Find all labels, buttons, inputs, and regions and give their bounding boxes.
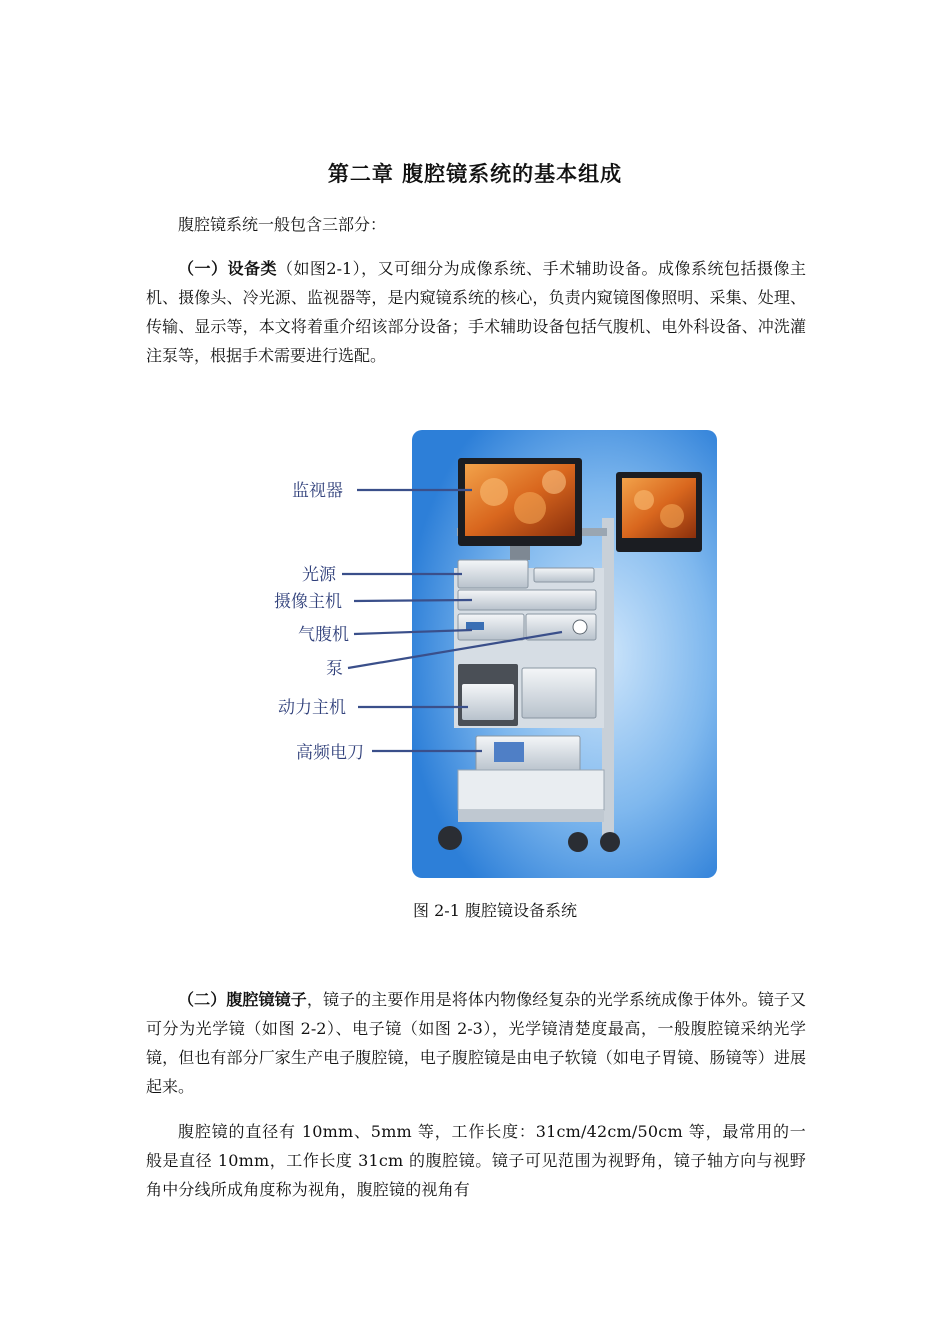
section-scope-lead: （二）腹腔镜镜子	[178, 990, 307, 1009]
label-monitor: 监视器	[292, 481, 343, 501]
section-equipment-lead: （一）设备类	[178, 259, 277, 278]
chapter-title: 第二章 腹腔镜系统的基本组成	[327, 162, 623, 186]
monitor-main	[458, 458, 582, 560]
section-equipment-paragraph	[146, 254, 806, 370]
monitor-secondary	[616, 472, 702, 552]
section-scope-paragraph	[146, 985, 806, 1101]
intro-paragraph: 腹腔镜系统一般包含三部分：	[178, 215, 387, 234]
figure-laparoscope-equipment	[262, 418, 722, 880]
label-power-host: 动力主机	[278, 698, 346, 718]
label-camera-host: 摄像主机	[274, 592, 342, 612]
scope-specs-paragraph: 腹腔镜的直径有 10mm、5mm 等，工作长度：31cm/42cm/50cm 等，最常用的一般是直径 10mm，工作长度 31cm 的腹腔镜。镜子可见范围为视野角，镜子轴方向与视野角中分线所成角度称为视角，腹腔镜的视角有	[146, 1122, 806, 1199]
label-light-source: 光源	[302, 565, 336, 585]
label-pump: 泵	[326, 659, 343, 679]
figure-caption: 图 2-1 腹腔镜设备系统	[413, 901, 577, 920]
section-scope-text: ，镜子的主要作用是将体内物像经复杂的光学系统成像于体外。镜子又可分为光学镜（如图 2-2）、电子镜（如图 2-3），光学镜清楚度最高，一般腹腔镜采纳光学镜，但也有部分厂家生产电子腹腔镜，电子腹腔镜是由电子软镜（如电子胃镜、肠镜等）进展起来。	[146, 990, 806, 1096]
label-electrosurgical: 高频电刀	[296, 743, 364, 763]
label-insufflator: 气腹机	[298, 625, 349, 645]
section-equipment-text: （如图2-1），又可细分为成像系统、手术辅助设备。成像系统包括摄像主机、摄像头、冷光源、监视器等，是内窥镜系统的核心，负责内窥镜图像照明、采集、处理、传输、显示等，本文将着重介绍该部分设备；手术辅助设备包括气腹机、电外科设备、冲洗灌注泵等，根据手术需要进行选配。	[146, 259, 806, 365]
